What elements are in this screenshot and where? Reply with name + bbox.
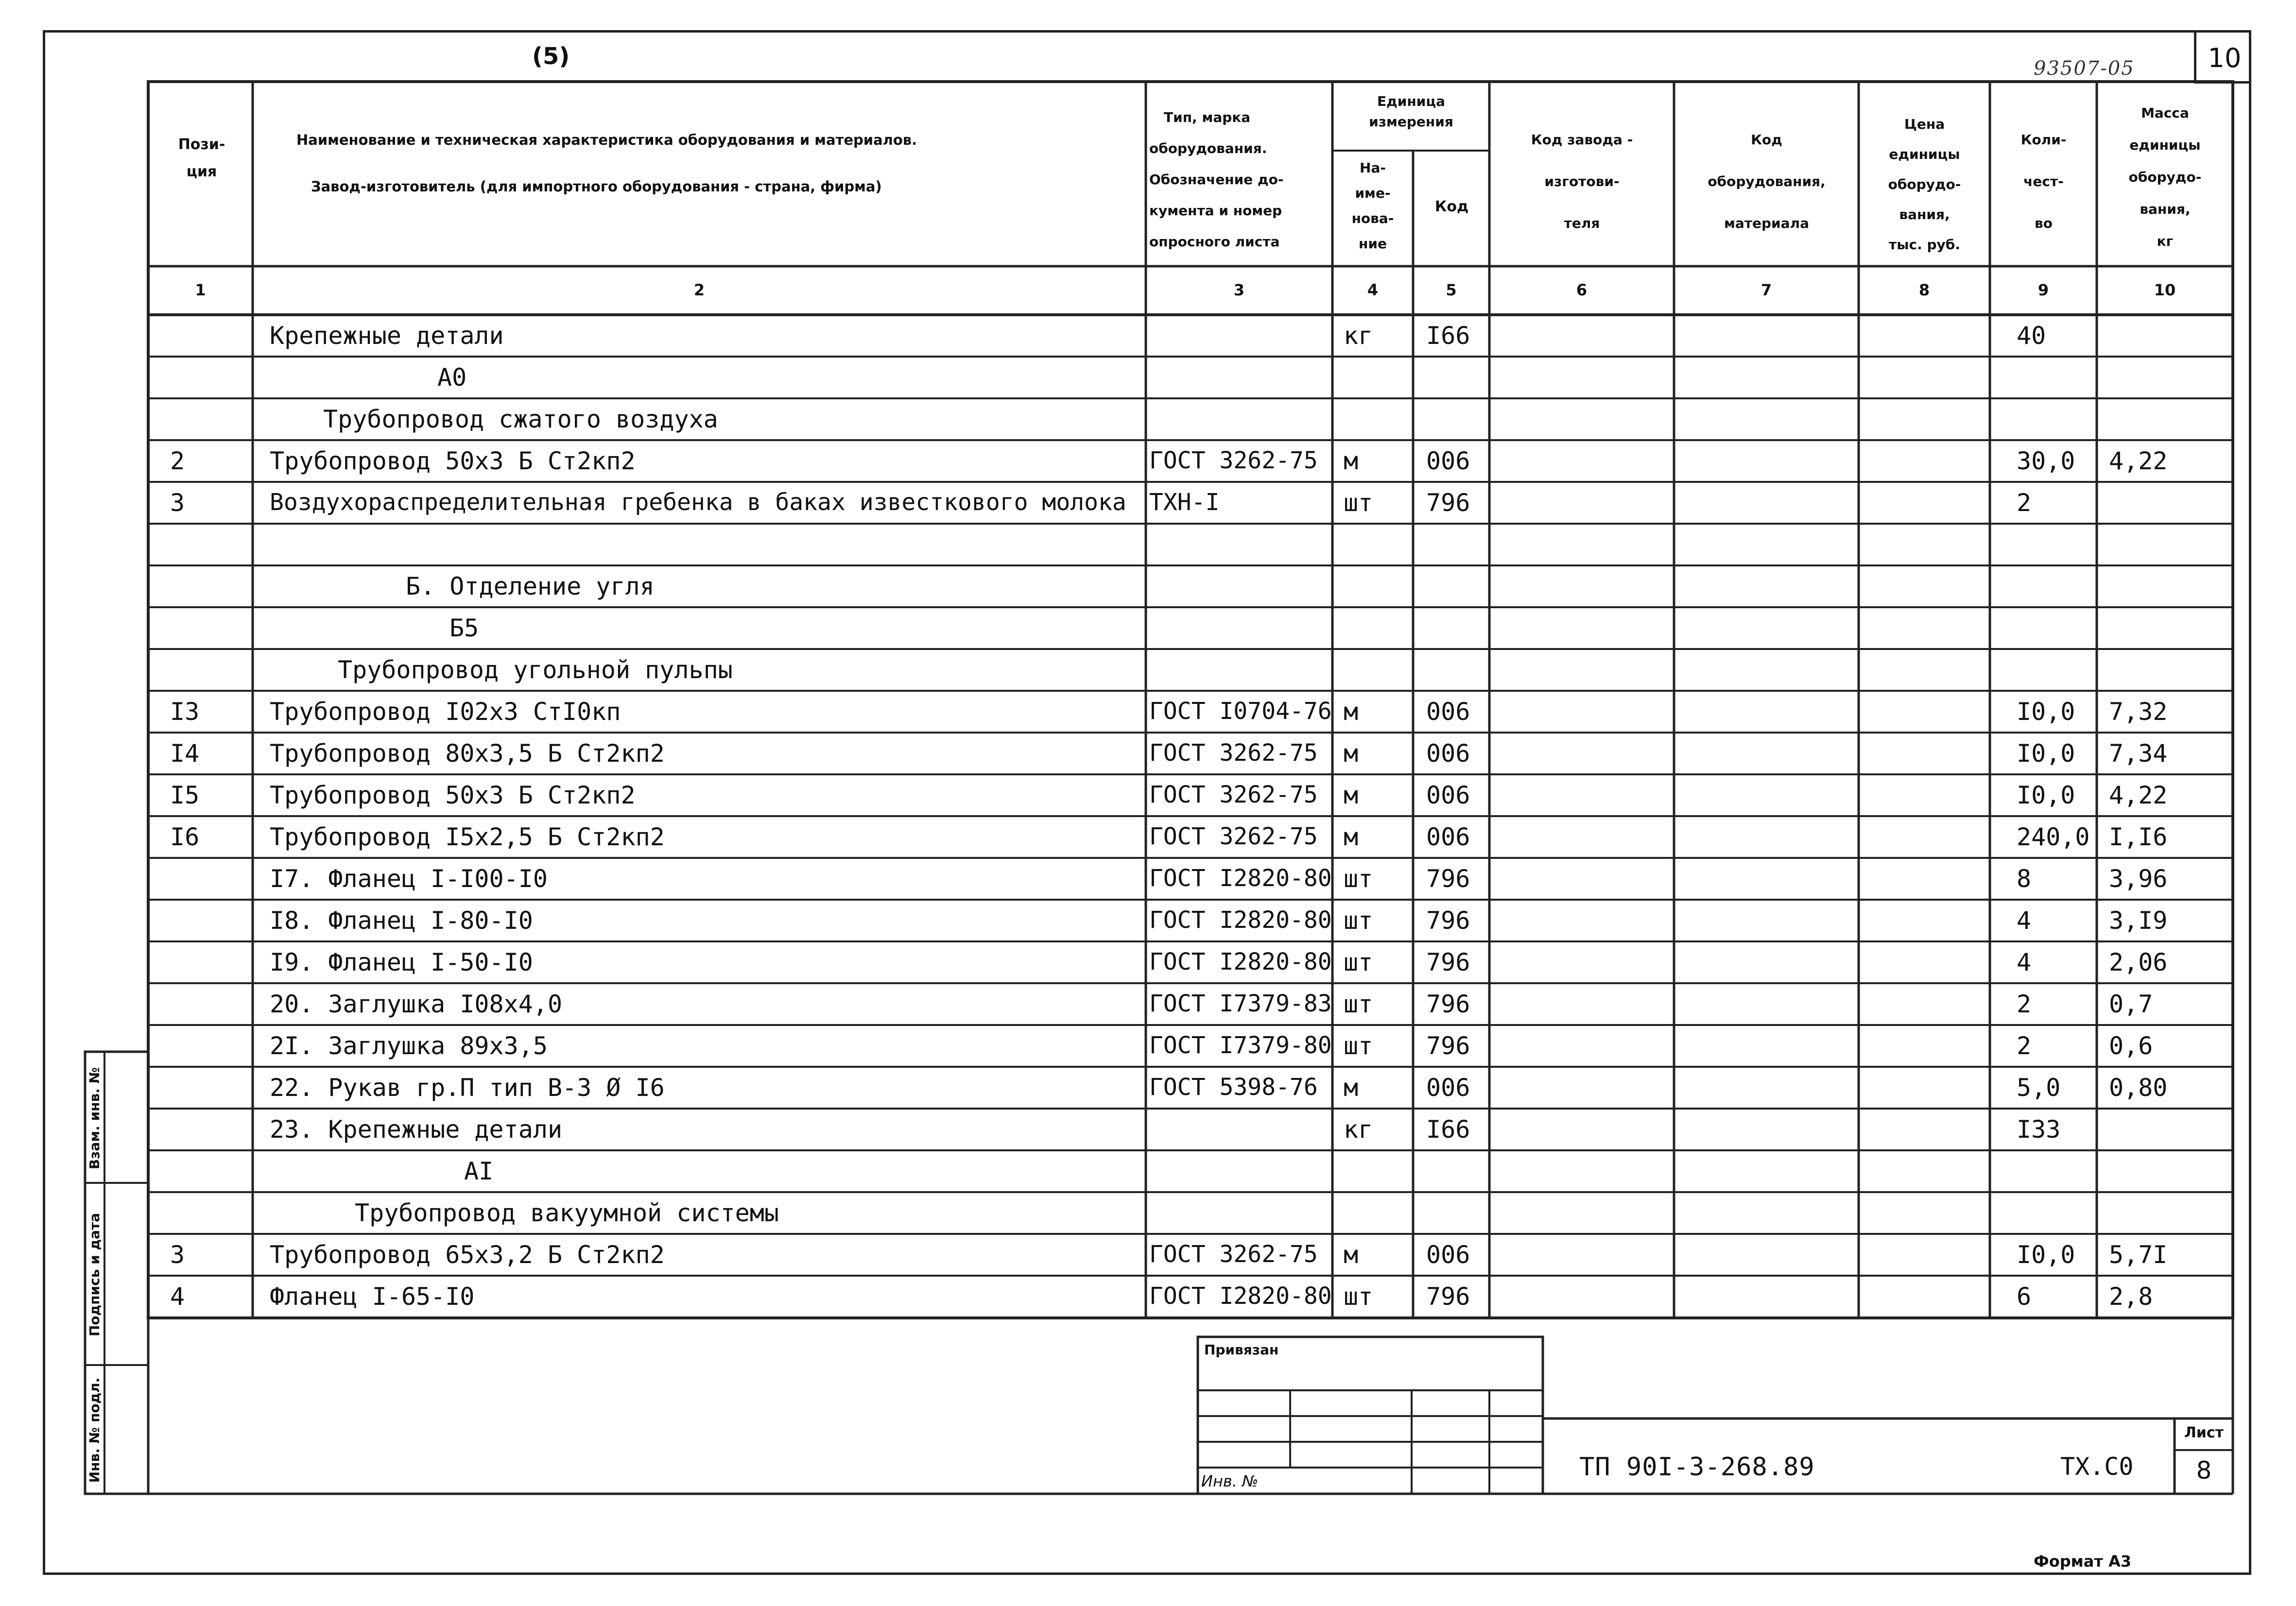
row-qty: 2 bbox=[2017, 489, 2032, 517]
row-name: Фланец I-65-I0 bbox=[270, 1282, 475, 1311]
column-number-6: 6 bbox=[1576, 281, 1588, 299]
header-col9: Коли- чест- во bbox=[2020, 132, 2067, 231]
row-qty: I0,0 bbox=[2017, 1241, 2075, 1269]
doc-number-handwritten: 93507-05 bbox=[2034, 57, 2135, 80]
row-unit: м bbox=[1344, 1241, 1359, 1269]
row-unit: шт bbox=[1344, 865, 1373, 893]
header-col8: Цена единицы оборудо- вания, тыс. руб. bbox=[1888, 116, 1961, 253]
row-type: ГОСТ I2820-80 bbox=[1149, 1282, 1332, 1310]
row-qty: I0,0 bbox=[2017, 698, 2075, 726]
row-mass: 5,7I bbox=[2109, 1241, 2168, 1269]
side-label-signature-date: Подпись и дата bbox=[86, 1213, 103, 1337]
row-code: 796 bbox=[1426, 1032, 1470, 1060]
header-col3: Тип, марка оборудования. Обозначение до- кумента и номер опросного листа bbox=[1149, 109, 1284, 250]
row-name: I8. Фланец I-80-I0 bbox=[270, 906, 533, 935]
row-code: 796 bbox=[1426, 1282, 1470, 1311]
header-col7: Код оборудования, материала bbox=[1708, 132, 1826, 231]
row-name: Крепежные детали bbox=[270, 322, 504, 350]
row-name: 20. Заглушка I08х4,0 bbox=[270, 990, 563, 1018]
row-qty: 30,0 bbox=[2017, 447, 2075, 475]
row-qty: 4 bbox=[2017, 906, 2032, 935]
row-type: ГОСТ I2820-80 bbox=[1149, 906, 1332, 934]
row-code: 006 bbox=[1426, 1241, 1470, 1269]
row-position: 3 bbox=[170, 1241, 185, 1269]
row-mass: 3,96 bbox=[2109, 865, 2168, 893]
row-position: 4 bbox=[170, 1282, 185, 1311]
stamp-doc-code: ТП 90I-3-268.89 bbox=[1579, 1452, 1815, 1482]
row-mass: 0,7 bbox=[2109, 990, 2153, 1018]
row-unit: шт bbox=[1344, 906, 1373, 935]
row-unit: м bbox=[1344, 739, 1359, 768]
row-name: Трубопровод 65х3,2 Б Ст2кп2 bbox=[270, 1241, 665, 1269]
row-mass: 0,80 bbox=[2109, 1074, 2168, 1102]
row-mass: 4,22 bbox=[2109, 447, 2168, 475]
row-name: Трубопровод 80х3,5 Б Ст2кп2 bbox=[270, 739, 665, 768]
column-number-5: 5 bbox=[1446, 281, 1457, 299]
row-unit: шт bbox=[1344, 1282, 1373, 1311]
header-col6: Код завода - изготови- теля bbox=[1531, 132, 1633, 231]
row-name: Трубопровод сжатого воздуха bbox=[323, 405, 718, 433]
row-name: I9. Фланец I-50-I0 bbox=[270, 948, 533, 976]
header-col10: Масса единицы оборудо- вания, кг bbox=[2128, 105, 2202, 249]
stamp-sheet-label: Лист bbox=[2184, 1424, 2224, 1441]
row-type: ГОСТ I7379-83 bbox=[1149, 990, 1332, 1017]
row-qty: 2 bbox=[2017, 990, 2032, 1018]
row-unit: м bbox=[1344, 1074, 1359, 1102]
row-qty: I0,0 bbox=[2017, 739, 2075, 768]
header-col2: Наименование и техническая характеристика оборудования и материалов. Завод-изготовитель (для импортного оборудования - страна, фирма) bbox=[296, 132, 917, 195]
header-unit-group: Единица измерения bbox=[1369, 93, 1453, 130]
row-name: 22. Рукав гр.П тип В-3 Ø I6 bbox=[270, 1074, 665, 1102]
row-type: ТХН-I bbox=[1149, 489, 1220, 516]
row-position: I3 bbox=[170, 698, 200, 726]
row-qty: 2 bbox=[2017, 1032, 2032, 1060]
row-mass: 7,34 bbox=[2109, 739, 2168, 768]
row-unit: шт bbox=[1344, 1032, 1373, 1060]
row-qty: 40 bbox=[2017, 322, 2046, 350]
row-position: I4 bbox=[170, 739, 200, 768]
row-mass: I,I6 bbox=[2109, 823, 2168, 851]
row-qty: 6 bbox=[2017, 1282, 2032, 1311]
row-type: ГОСТ 3262-75 bbox=[1149, 781, 1318, 808]
row-type: ГОСТ 5398-76 bbox=[1149, 1074, 1318, 1101]
column-number-7: 7 bbox=[1761, 281, 1772, 299]
row-name: Трубопровод I02х3 СтI0кп bbox=[270, 698, 621, 726]
sheet-marker: (5) bbox=[532, 43, 570, 70]
row-name: 2I. Заглушка 89х3,5 bbox=[270, 1032, 548, 1060]
row-name: Трубопровод I5х2,5 Б Ст2кп2 bbox=[270, 823, 665, 851]
row-code: 006 bbox=[1426, 823, 1470, 851]
row-name: Б5 bbox=[449, 614, 479, 642]
column-number-1: 1 bbox=[195, 281, 206, 299]
row-name: Трубопровод вакуумной системы bbox=[355, 1199, 779, 1227]
row-qty: I33 bbox=[2017, 1115, 2061, 1144]
row-unit: м bbox=[1344, 447, 1359, 475]
row-type: ГОСТ 3262-75 bbox=[1149, 823, 1318, 850]
row-unit: м bbox=[1344, 823, 1359, 851]
row-type: ГОСТ I2820-80 bbox=[1149, 865, 1332, 892]
row-type: ГОСТ I2820-80 bbox=[1149, 948, 1332, 975]
row-type: ГОСТ I0704-76 bbox=[1149, 698, 1332, 725]
row-qty: 4 bbox=[2017, 948, 2032, 976]
side-label-vzam-inv: Взам. инв. № bbox=[86, 1067, 103, 1170]
row-mass: 0,6 bbox=[2109, 1032, 2153, 1060]
row-name: I7. Фланец I-I00-I0 bbox=[270, 865, 548, 893]
row-code: 796 bbox=[1426, 489, 1470, 517]
row-name: А0 bbox=[437, 363, 467, 392]
stamp-section: ТХ.С0 bbox=[2060, 1452, 2134, 1481]
side-label-inv-podl: Инв. № подл. bbox=[86, 1377, 103, 1483]
row-position: I6 bbox=[170, 823, 200, 851]
row-code: 006 bbox=[1426, 781, 1470, 809]
column-number-8: 8 bbox=[1918, 281, 1930, 299]
row-position: 3 bbox=[170, 489, 185, 517]
row-mass: 4,22 bbox=[2109, 781, 2168, 809]
page-top-right-number: 10 bbox=[2208, 43, 2242, 73]
row-name: Трубопровод угольной пульпы bbox=[338, 656, 733, 684]
row-unit: шт bbox=[1344, 990, 1373, 1018]
row-code: 796 bbox=[1426, 948, 1470, 976]
row-name: АI bbox=[464, 1157, 494, 1185]
row-type: ГОСТ 3262-75 bbox=[1149, 447, 1318, 474]
header-col5: Код bbox=[1434, 198, 1469, 215]
row-type: ГОСТ 3262-75 bbox=[1149, 1241, 1318, 1268]
row-code: 006 bbox=[1426, 1074, 1470, 1102]
stamp-privyazan: Привязан bbox=[1204, 1342, 1279, 1358]
row-mass: 2,06 bbox=[2109, 948, 2168, 976]
row-position: 2 bbox=[170, 447, 185, 475]
row-code: 796 bbox=[1426, 906, 1470, 935]
row-mass: 2,8 bbox=[2109, 1282, 2153, 1311]
row-code: 006 bbox=[1426, 447, 1470, 475]
header-col4: На- име- нова- ние bbox=[1351, 160, 1394, 252]
row-code: I66 bbox=[1426, 322, 1470, 350]
row-code: 796 bbox=[1426, 865, 1470, 893]
column-number-3: 3 bbox=[1233, 281, 1245, 299]
row-unit: м bbox=[1344, 781, 1359, 809]
row-code: 006 bbox=[1426, 698, 1470, 726]
row-mass: 3,I9 bbox=[2109, 906, 2168, 935]
row-type: ГОСТ 3262-75 bbox=[1149, 739, 1318, 767]
row-code: I66 bbox=[1426, 1115, 1470, 1144]
row-mass: 7,32 bbox=[2109, 698, 2168, 726]
row-unit: шт bbox=[1344, 948, 1373, 976]
stamp-inv-no: Инв. № bbox=[1201, 1472, 1259, 1490]
row-name: Трубопровод 50х3 Б Ст2кп2 bbox=[270, 781, 636, 809]
row-unit: м bbox=[1344, 698, 1359, 726]
row-qty: 5,0 bbox=[2017, 1074, 2061, 1102]
row-qty: I0,0 bbox=[2017, 781, 2075, 809]
row-unit: кг bbox=[1344, 1115, 1373, 1144]
column-number-9: 9 bbox=[2037, 281, 2049, 299]
row-name: Б. Отделение угля bbox=[406, 572, 655, 600]
row-position: I5 bbox=[170, 781, 200, 809]
row-type: ГОСТ I7379-80 bbox=[1149, 1032, 1332, 1059]
row-unit: кг bbox=[1344, 322, 1373, 350]
column-number-2: 2 bbox=[693, 281, 705, 299]
row-code: 006 bbox=[1426, 739, 1470, 768]
column-number-10: 10 bbox=[2154, 281, 2176, 299]
row-qty: 8 bbox=[2017, 865, 2032, 893]
header-col1: Пози- ция bbox=[178, 136, 225, 180]
row-name: 23. Крепежные детали bbox=[270, 1115, 563, 1144]
row-name: Трубопровод 50х3 Б Ст2кп2 bbox=[270, 447, 636, 475]
column-number-4: 4 bbox=[1367, 281, 1379, 299]
format-label: Формат А3 bbox=[2034, 1552, 2132, 1571]
row-unit: шт bbox=[1344, 489, 1373, 517]
stamp-sheet-number: 8 bbox=[2196, 1456, 2212, 1485]
row-code: 796 bbox=[1426, 990, 1470, 1018]
row-qty: 240,0 bbox=[2017, 823, 2090, 851]
row-name: Воздухораспределительная гребенка в баках известкового молока bbox=[270, 489, 1126, 516]
